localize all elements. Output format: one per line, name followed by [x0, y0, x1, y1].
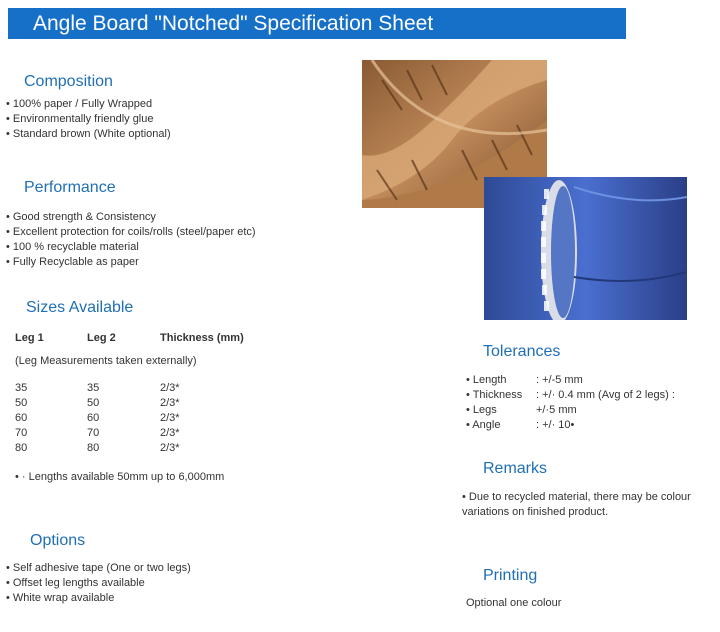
- performance-heading: Performance: [24, 179, 116, 196]
- cell-leg2: 60: [87, 412, 100, 424]
- composition-heading: Composition: [24, 73, 113, 90]
- cell-leg1: 70: [15, 427, 28, 439]
- cell-thickness: 2/3*: [160, 397, 180, 409]
- list-item: • Environmentally friendly glue: [6, 112, 171, 127]
- list-item: • Good strength & Consistency: [6, 210, 256, 225]
- cell-leg2: 35: [87, 382, 100, 394]
- tolerance-label: • Thickness: [466, 389, 523, 401]
- options-list: [6, 561, 191, 606]
- printing-text: Optional one colour: [466, 597, 562, 609]
- sizes-heading: Sizes Available: [26, 299, 134, 316]
- cell-leg2: 80: [87, 442, 100, 454]
- cell-thickness: 2/3*: [160, 382, 180, 394]
- remarks-heading: Remarks: [483, 460, 548, 477]
- cell-leg1: 60: [15, 412, 28, 424]
- tolerance-value: : +/· 10•: [536, 419, 575, 431]
- blue-coil-photo: [484, 177, 687, 320]
- list-item: • Offset leg lengths available: [6, 576, 191, 591]
- page-title: Angle Board "Notched" Specification Sheet: [33, 12, 434, 35]
- composition-list: [6, 97, 171, 142]
- list-item: • Fully Recyclable as paper: [6, 255, 256, 270]
- options-heading: Options: [30, 532, 86, 549]
- title-banner: [8, 8, 626, 39]
- tolerances-heading: Tolerances: [483, 343, 561, 360]
- list-item: • White wrap available: [6, 591, 191, 606]
- cell-leg1: 80: [15, 442, 28, 454]
- tolerance-value: : +/· 0.4 mm (Avg of 2 legs) :: [536, 389, 675, 401]
- cell-thickness: 2/3*: [160, 412, 180, 424]
- cell-thickness: 2/3*: [160, 427, 180, 439]
- list-item: • 100% paper / Fully Wrapped: [6, 97, 171, 112]
- cell-leg2: 50: [87, 397, 100, 409]
- list-item: • Excellent protection for coils/rolls (steel/paper etc): [6, 225, 256, 240]
- cell-leg2: 70: [87, 427, 100, 439]
- cell-thickness: 2/3*: [160, 442, 180, 454]
- lengths-note: • · Lengths available 50mm up to 6,000mm: [15, 471, 225, 483]
- tolerance-label: • Legs: [466, 404, 497, 416]
- list-item: • 100 % recyclable material: [6, 240, 256, 255]
- cell-leg1: 50: [15, 397, 28, 409]
- tolerance-value: : +/-5 mm: [536, 374, 583, 386]
- tolerance-label: • Length: [466, 374, 507, 386]
- column-header-leg1: Leg 1: [15, 332, 44, 344]
- tolerance-label: • Angle: [466, 419, 501, 431]
- performance-list: [6, 210, 256, 270]
- column-header-thickness: Thickness (mm): [160, 332, 244, 344]
- remarks-text: • Due to recycled material, there may be colour variations on finished product.: [462, 491, 691, 518]
- list-item: • Standard brown (White optional): [6, 127, 171, 142]
- cell-leg1: 35: [15, 382, 28, 394]
- list-item: • Self adhesive tape (One or two legs): [6, 561, 191, 576]
- tolerance-value: +/·5 mm: [536, 404, 577, 416]
- column-header-leg2: Leg 2: [87, 332, 116, 344]
- measurement-note: (Leg Measurements taken externally): [15, 355, 197, 367]
- printing-heading: Printing: [483, 567, 538, 584]
